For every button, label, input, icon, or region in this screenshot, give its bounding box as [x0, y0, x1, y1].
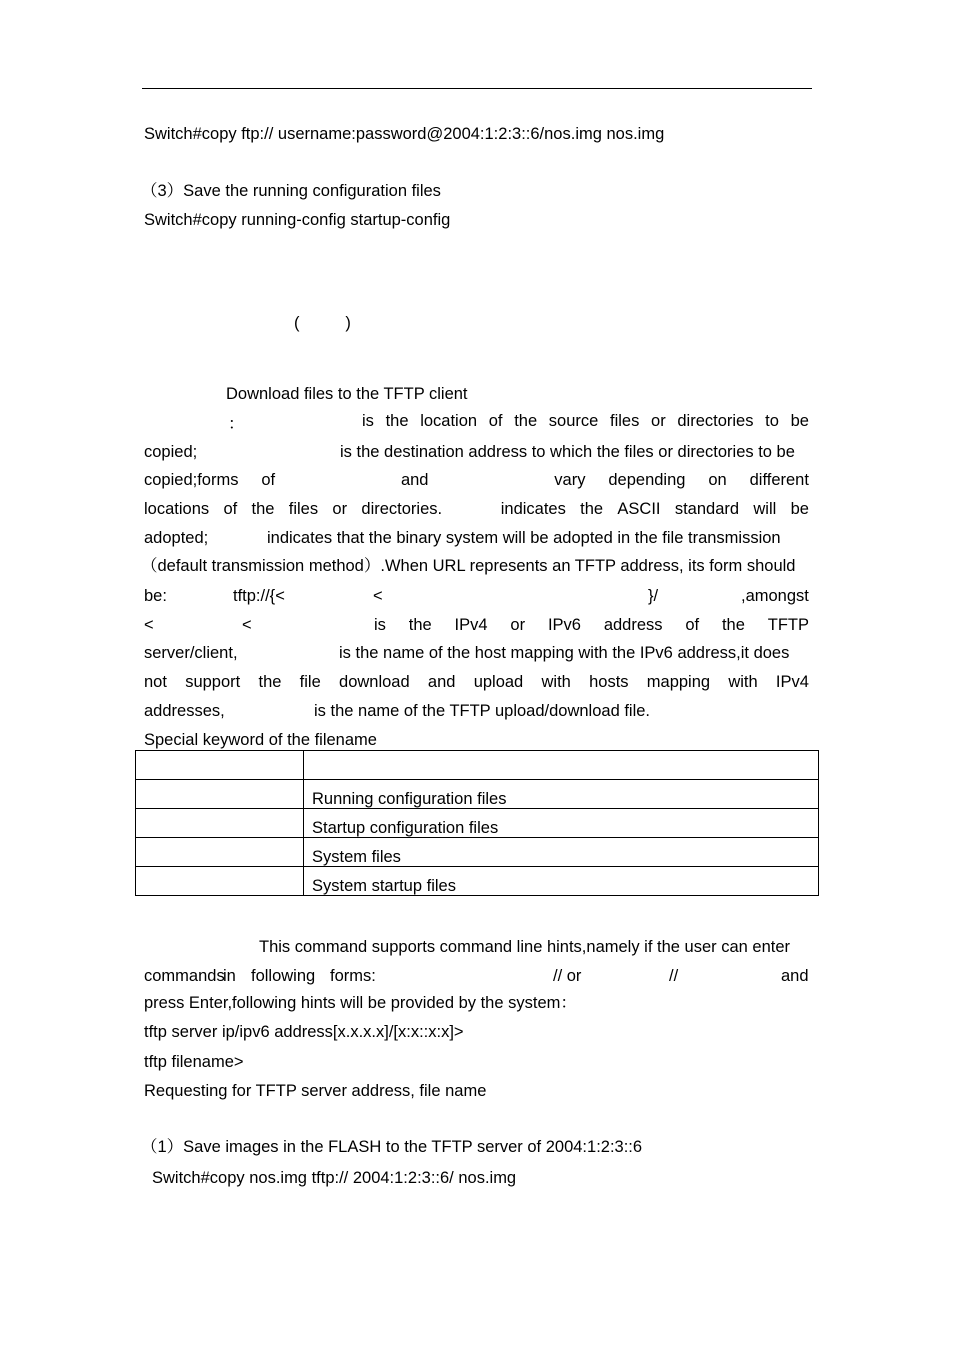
desc-line-8: is the IPv4 or IPv6 address of the TFTP — [374, 616, 809, 634]
table-row: Startup configuration files — [136, 809, 819, 838]
header-rule — [142, 88, 812, 89]
usage-line-2g: and — [781, 967, 809, 985]
parenthesis-placeholder: ( ) — [294, 314, 351, 332]
ftp-copy-command: Switch#copy ftp:// username:password@2004:1:2:3::6/nos.img nos.img — [144, 125, 665, 143]
usage-hint-ip: tftp server ip/ipv6 address[x.x.x.x]/[x:x::x:x]> — [144, 1023, 464, 1041]
usage-line-3: press Enter,following hints will be provided by the system： — [144, 994, 577, 1012]
desc-line-7e: ,amongst — [741, 587, 809, 605]
usage-hint-filename: tftp filename> — [144, 1053, 244, 1071]
desc-line-8b: < — [242, 616, 252, 634]
usage-line-1: This command supports command line hints,namely if the user can enter — [259, 938, 790, 956]
table-row — [136, 751, 819, 780]
desc-line-1: is the location of the source files or directories to be — [362, 412, 809, 430]
desc-line-9a: server/client, — [144, 644, 238, 662]
example-command: Switch#copy nos.img tftp:// 2004:1:2:3::6/ nos.img — [152, 1169, 517, 1187]
desc-line-11b: is the name of the TFTP upload/download file. — [314, 702, 651, 720]
usage-line-2f: // — [669, 967, 679, 985]
function-text: Download files to the TFTP client — [226, 385, 468, 403]
example-step-1: （1）Save images in the FLASH to the TFTP server of 2004:1:2:3::6 — [141, 1138, 643, 1156]
desc-line-5a: adopted; — [144, 529, 209, 547]
table-title: Special keyword of the filename — [144, 731, 377, 749]
parameter-colon: ： — [228, 415, 245, 433]
desc-line-7c: < — [373, 587, 383, 605]
usage-line-2a: commands — [144, 967, 225, 985]
desc-line-3: copied;forms of and vary depending on different — [144, 471, 809, 489]
usage-line-2c: following — [251, 967, 316, 985]
copy-running-config-command: Switch#copy running-config startup-config — [144, 211, 451, 229]
desc-line-8a: < — [144, 616, 154, 634]
desc-line-4: locations of the files or directories. indicates the ASCII standard will be — [144, 500, 809, 518]
desc-line-7d: }/ — [648, 587, 659, 605]
usage-line-6: Requesting for TFTP server address, file name — [144, 1082, 487, 1100]
desc-line-9b: is the name of the host mapping with the IPv6 address,it does — [339, 644, 790, 662]
desc-line-7b: tftp://{< — [233, 587, 285, 605]
desc-line-7a: be: — [144, 587, 167, 605]
desc-line-10: not support the file download and upload with hosts mapping with IPv4 — [144, 673, 809, 691]
usage-line-2b: in — [223, 967, 236, 985]
desc-line-2a: copied; — [144, 443, 198, 461]
usage-line-2e: // or — [553, 967, 582, 985]
desc-line-5b: indicates that the binary system will be adopted in the file transmission — [267, 529, 781, 547]
table-row: Running configuration files — [136, 780, 819, 809]
desc-line-11a: addresses, — [144, 702, 225, 720]
step-3-heading: （3）Save the running configuration files — [141, 182, 441, 200]
table-row: System startup files — [136, 867, 819, 896]
desc-line-6: （default transmission method）.When URL represents an TFTP address, its form should — [141, 557, 796, 575]
desc-line-2b: is the destination address to which the files or directories to be — [340, 443, 795, 461]
table-row: System files — [136, 838, 819, 867]
filename-keyword-table — [135, 750, 819, 896]
usage-line-2d: forms: — [330, 967, 376, 985]
